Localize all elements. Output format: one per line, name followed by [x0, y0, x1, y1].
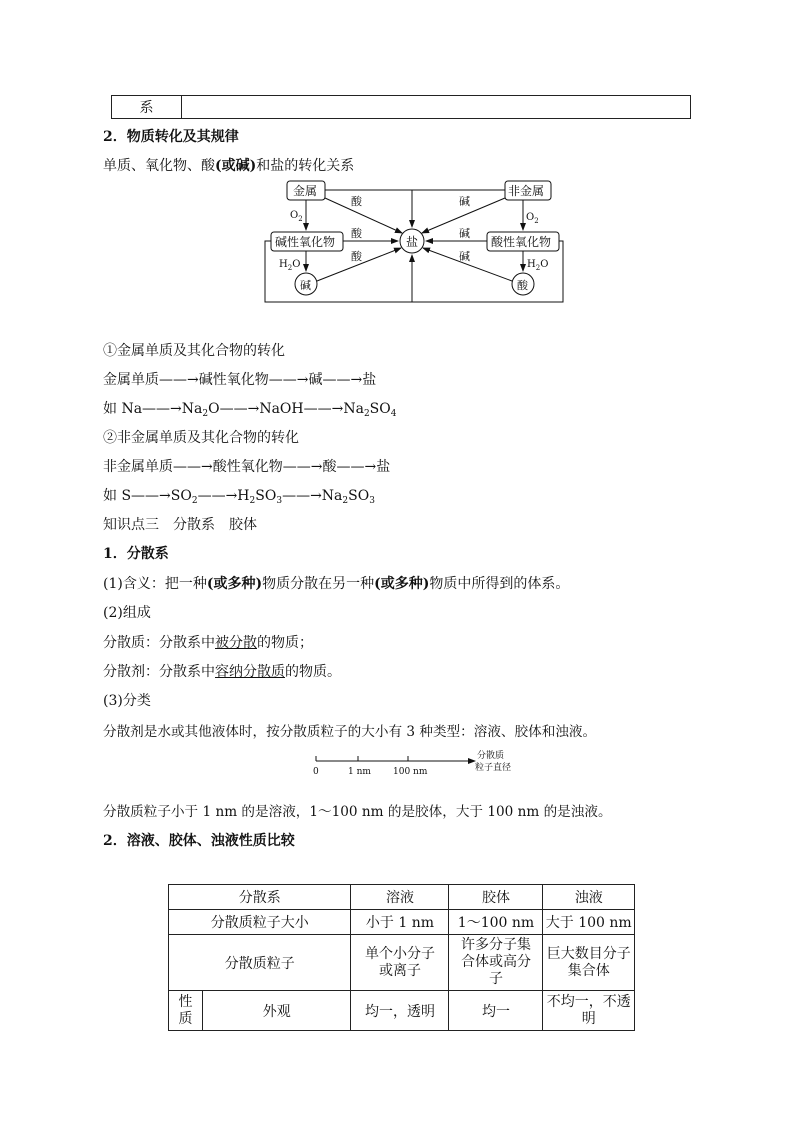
- nonmetal-conversion-title: ②非金属单质及其化合物的转化: [103, 430, 299, 446]
- basic-oxide-label: 碱性氧化物: [275, 235, 336, 249]
- size-summary: 分散质粒子小于 1 nm 的是溶液，1～100 nm 的是胶体，大于 100 nm 的是浊液。: [103, 804, 612, 820]
- dispersed-phase-line: 分散质：分散系中被分散的物质；: [103, 635, 313, 651]
- cell-colloid-size: 1～100 nm: [449, 910, 543, 935]
- composition-title: (2)组成: [103, 605, 151, 621]
- label-base-3: 碱: [459, 250, 470, 263]
- nonmetal-conversion-example: 如 $S——\to SO_2——\to H_2SO_3——\to Na_2SO_3$: [103, 488, 375, 506]
- cell-suspension-particle: 巨大数目分子 集合体: [543, 935, 635, 991]
- classification-text: 分散剂是水或其他液体时，按分散质粒子的大小有 3 种类型：溶液、胶体和浊液。: [103, 724, 597, 740]
- metal-conversion-example: 如 $Na——\to Na_2O——\to NaOH——\to Na_2SO_4$: [103, 401, 397, 419]
- acidic-oxide-label: 酸性氧化物: [491, 235, 552, 249]
- nonmetal-conversion-chain: 非金属单质——→酸性氧化物——→酸——→盐: [103, 459, 391, 475]
- dispersion-medium-line: 分散剂：分散系中容纳分散质的物质。: [103, 664, 341, 680]
- salt-label: 盐: [406, 235, 419, 249]
- intro-bold: (或碱): [215, 158, 257, 174]
- comparison-table: [168, 884, 635, 1031]
- header-colloid: 胶体: [449, 885, 543, 910]
- row-appearance-label: 外观: [203, 991, 351, 1031]
- section-heading-transformation: 2．物质转化及其规律: [103, 129, 239, 145]
- cell-suspension-appearance: 不均一，不透 明: [543, 991, 635, 1031]
- label-base-1: 碱: [459, 195, 470, 208]
- metal-conversion-title: ①金属单质及其化合物的转化: [103, 343, 285, 359]
- cell-colloid-appearance: 均一: [449, 991, 543, 1031]
- header-dispersion-system: 分散系: [169, 885, 351, 910]
- cell-colloid-particle: 许多分子集 合体或高分 子: [449, 935, 543, 991]
- properties-label: 性 质: [169, 991, 203, 1031]
- cell-solution-size: 小于 1 nm: [351, 910, 449, 935]
- base-label: 碱: [300, 279, 311, 292]
- outer-loop: [265, 241, 563, 302]
- metal-label: 金属: [293, 184, 318, 198]
- row-particle-size-label: 分散质粒子大小: [169, 910, 351, 935]
- nonmetal-label: 非金属: [508, 184, 545, 198]
- dispersion-meaning: (1)含义：把一种(或多种)物质分散在另一种(或多种)物质中所得到的体系。: [103, 576, 570, 592]
- cell-solution-particle: 单个小分子 或离子: [351, 935, 449, 991]
- table-row: [169, 991, 635, 1031]
- intro-post: 和盐的转化关系: [256, 158, 355, 174]
- label-acid-3: 酸: [351, 250, 362, 263]
- knowledge-point-3-title: 知识点三 分散系 胶体: [103, 517, 257, 533]
- metal-conversion-chain: 金属单质——→碱性氧化物——→碱——→盐: [103, 372, 377, 388]
- transformation-intro: [103, 155, 354, 175]
- table-row: [169, 910, 635, 935]
- label-acid-1: 酸: [351, 195, 362, 208]
- top-table: [111, 95, 691, 119]
- label-acid-2: 酸: [351, 227, 362, 240]
- header-suspension: 浊液: [543, 885, 635, 910]
- arrow-metal-to-salt: [325, 190, 412, 227]
- axis-label-line1: 分散质: [477, 751, 505, 761]
- table-row: [169, 935, 635, 991]
- label-base-2: 碱: [459, 227, 470, 240]
- h2o-right: $H_2O$: [527, 259, 549, 272]
- cell-solution-appearance: 均一，透明: [351, 991, 449, 1031]
- acid-label: 酸: [517, 279, 528, 292]
- top-table-empty-cell: [182, 96, 691, 119]
- table-header-row: [169, 885, 635, 910]
- classification-title: (3)分类: [103, 693, 151, 709]
- o2-right: $O_2$: [526, 212, 539, 225]
- particle-size-axis: [305, 745, 520, 777]
- comparison-heading: 2．溶液、胶体、浊液性质比较: [103, 833, 295, 849]
- axis-label-line2: 粒子直径: [475, 763, 512, 773]
- header-solution: 溶液: [351, 885, 449, 910]
- o2-left: $O_2$: [290, 210, 303, 223]
- tick-label-1nm: 1 nm: [348, 767, 371, 777]
- tick-label-0: 0: [313, 767, 319, 777]
- row-particle-label: 分散质粒子: [169, 935, 351, 991]
- dispersion-heading: 1．分散系: [103, 546, 169, 562]
- top-table-label: 系: [112, 96, 182, 119]
- intro-pre: 单质、氧化物、酸: [103, 158, 215, 174]
- arrow-metal-acid-salt: [325, 198, 402, 233]
- cell-suspension-size: 大于 100 nm: [543, 910, 635, 935]
- tick-label-100nm: 100 nm: [393, 767, 428, 777]
- transformation-diagram: [255, 178, 575, 308]
- h2o-left: $H_2O$: [279, 259, 301, 272]
